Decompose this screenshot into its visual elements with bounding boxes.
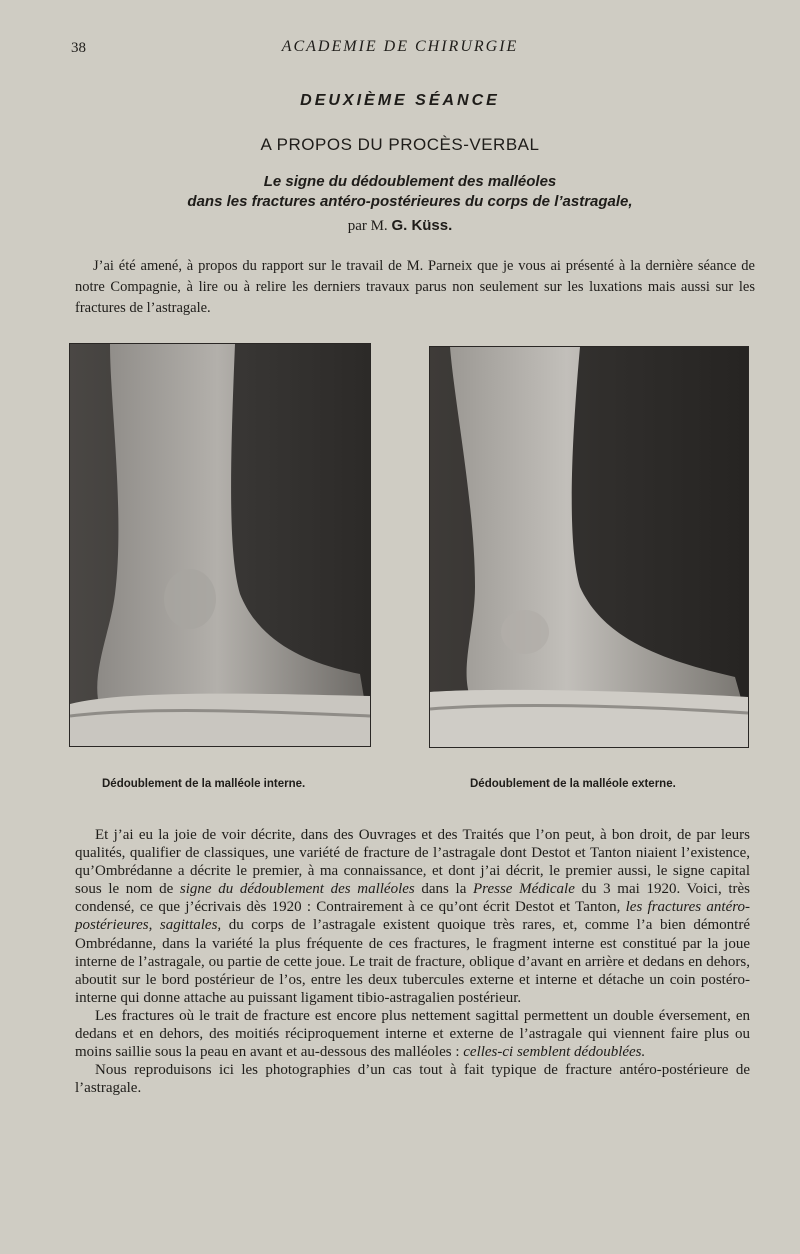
figure-caption-left: Dédoublement de la malléole interne.	[102, 778, 306, 790]
photo-internal-malleolus	[69, 343, 371, 747]
article-title-line-2: dans les fractures antéro-postérieures du corps de l’astragale,	[187, 193, 633, 210]
body-paragraph-2: Les fractures où le trait de fracture est encore plus nettement sagittal permettent un double éversement, en dedans et en dehors, des moitiés réciproquement interne et externe de l’astragale qui viennent faire plus ou moins saillie sous la peau en avant et au-dessous des malléoles : celles-ci semblent dédoublées.	[75, 1007, 750, 1061]
photo-external-malleolus	[429, 346, 749, 748]
article-title	[60, 172, 760, 212]
page-number: 38	[71, 40, 86, 56]
body-text	[75, 826, 750, 1097]
article-title-line-1: Le signe du dédoublement des malléoles	[263, 173, 557, 190]
body-paragraph-3: Nous reproduisons ici les photographies d’un cas tout à fait typique de fracture antéro-postérieure de l’astragale.	[75, 1062, 750, 1097]
byline-prefix: par M.	[347, 218, 392, 234]
byline-author: G. Küss.	[391, 217, 453, 234]
body-paragraph-1: Et j’ai eu la joie de voir décrite, dans des Ouvrages et des Traités que l’on peut, à bon droit, de par leurs qualités, qualifier de classiques, une variété de fracture de l’astragale dont Destot et Tanton niaient l’existence, qu’Ombrédanne a décrite le premier, à ma connaissance, et dont j’ai décrit, le premier aussi, le signe capital sous le nom de signe du dédoublement des malléoles dans la Presse Médicale du 3 mai 1920. Voici, très condensé, ce que j’écrivais dès 1920 : Contrairement à ce qu’ont écrit Destot et Tanton, les fractures antéro-postérieures, sagittales, du corps de l’astragale existent quoique très rares, et, comme l’a bien démontré Ombrédanne, dans la variété la plus fréquente de ces fractures, le fragment interne est constitué par la joue interne de l’astragale, ou partie de cette joue. Le trait de fracture, oblique d’avant en arrière et dedans en dehors, aboutit sur le bord postérieur de l’os, entre les deux tubercules externe et interne et détache un coin postéro-interne qui donne attache au puissant ligament tibio-astragalien postérieur.	[75, 827, 751, 1006]
figure-caption-right: Dédoublement de la malléole externe.	[470, 778, 676, 790]
running-header: ACADEMIE DE CHIRURGIE	[281, 38, 519, 55]
section-title: A PROPOS DU PROCÈS-VERBAL	[260, 135, 540, 154]
intro-paragraph: J’ai été amené, à propos du rapport sur le travail de M. Parneix que je vous ai présenté à la dernière séance de notre Compagnie, à lire ou à relire les derniers travaux parus non seulement sur les luxations mais aussi sur les fractures de l’astragale.	[75, 258, 755, 316]
session-title: DEUXIÈME SÉANCE	[300, 92, 500, 109]
byline	[0, 217, 800, 235]
